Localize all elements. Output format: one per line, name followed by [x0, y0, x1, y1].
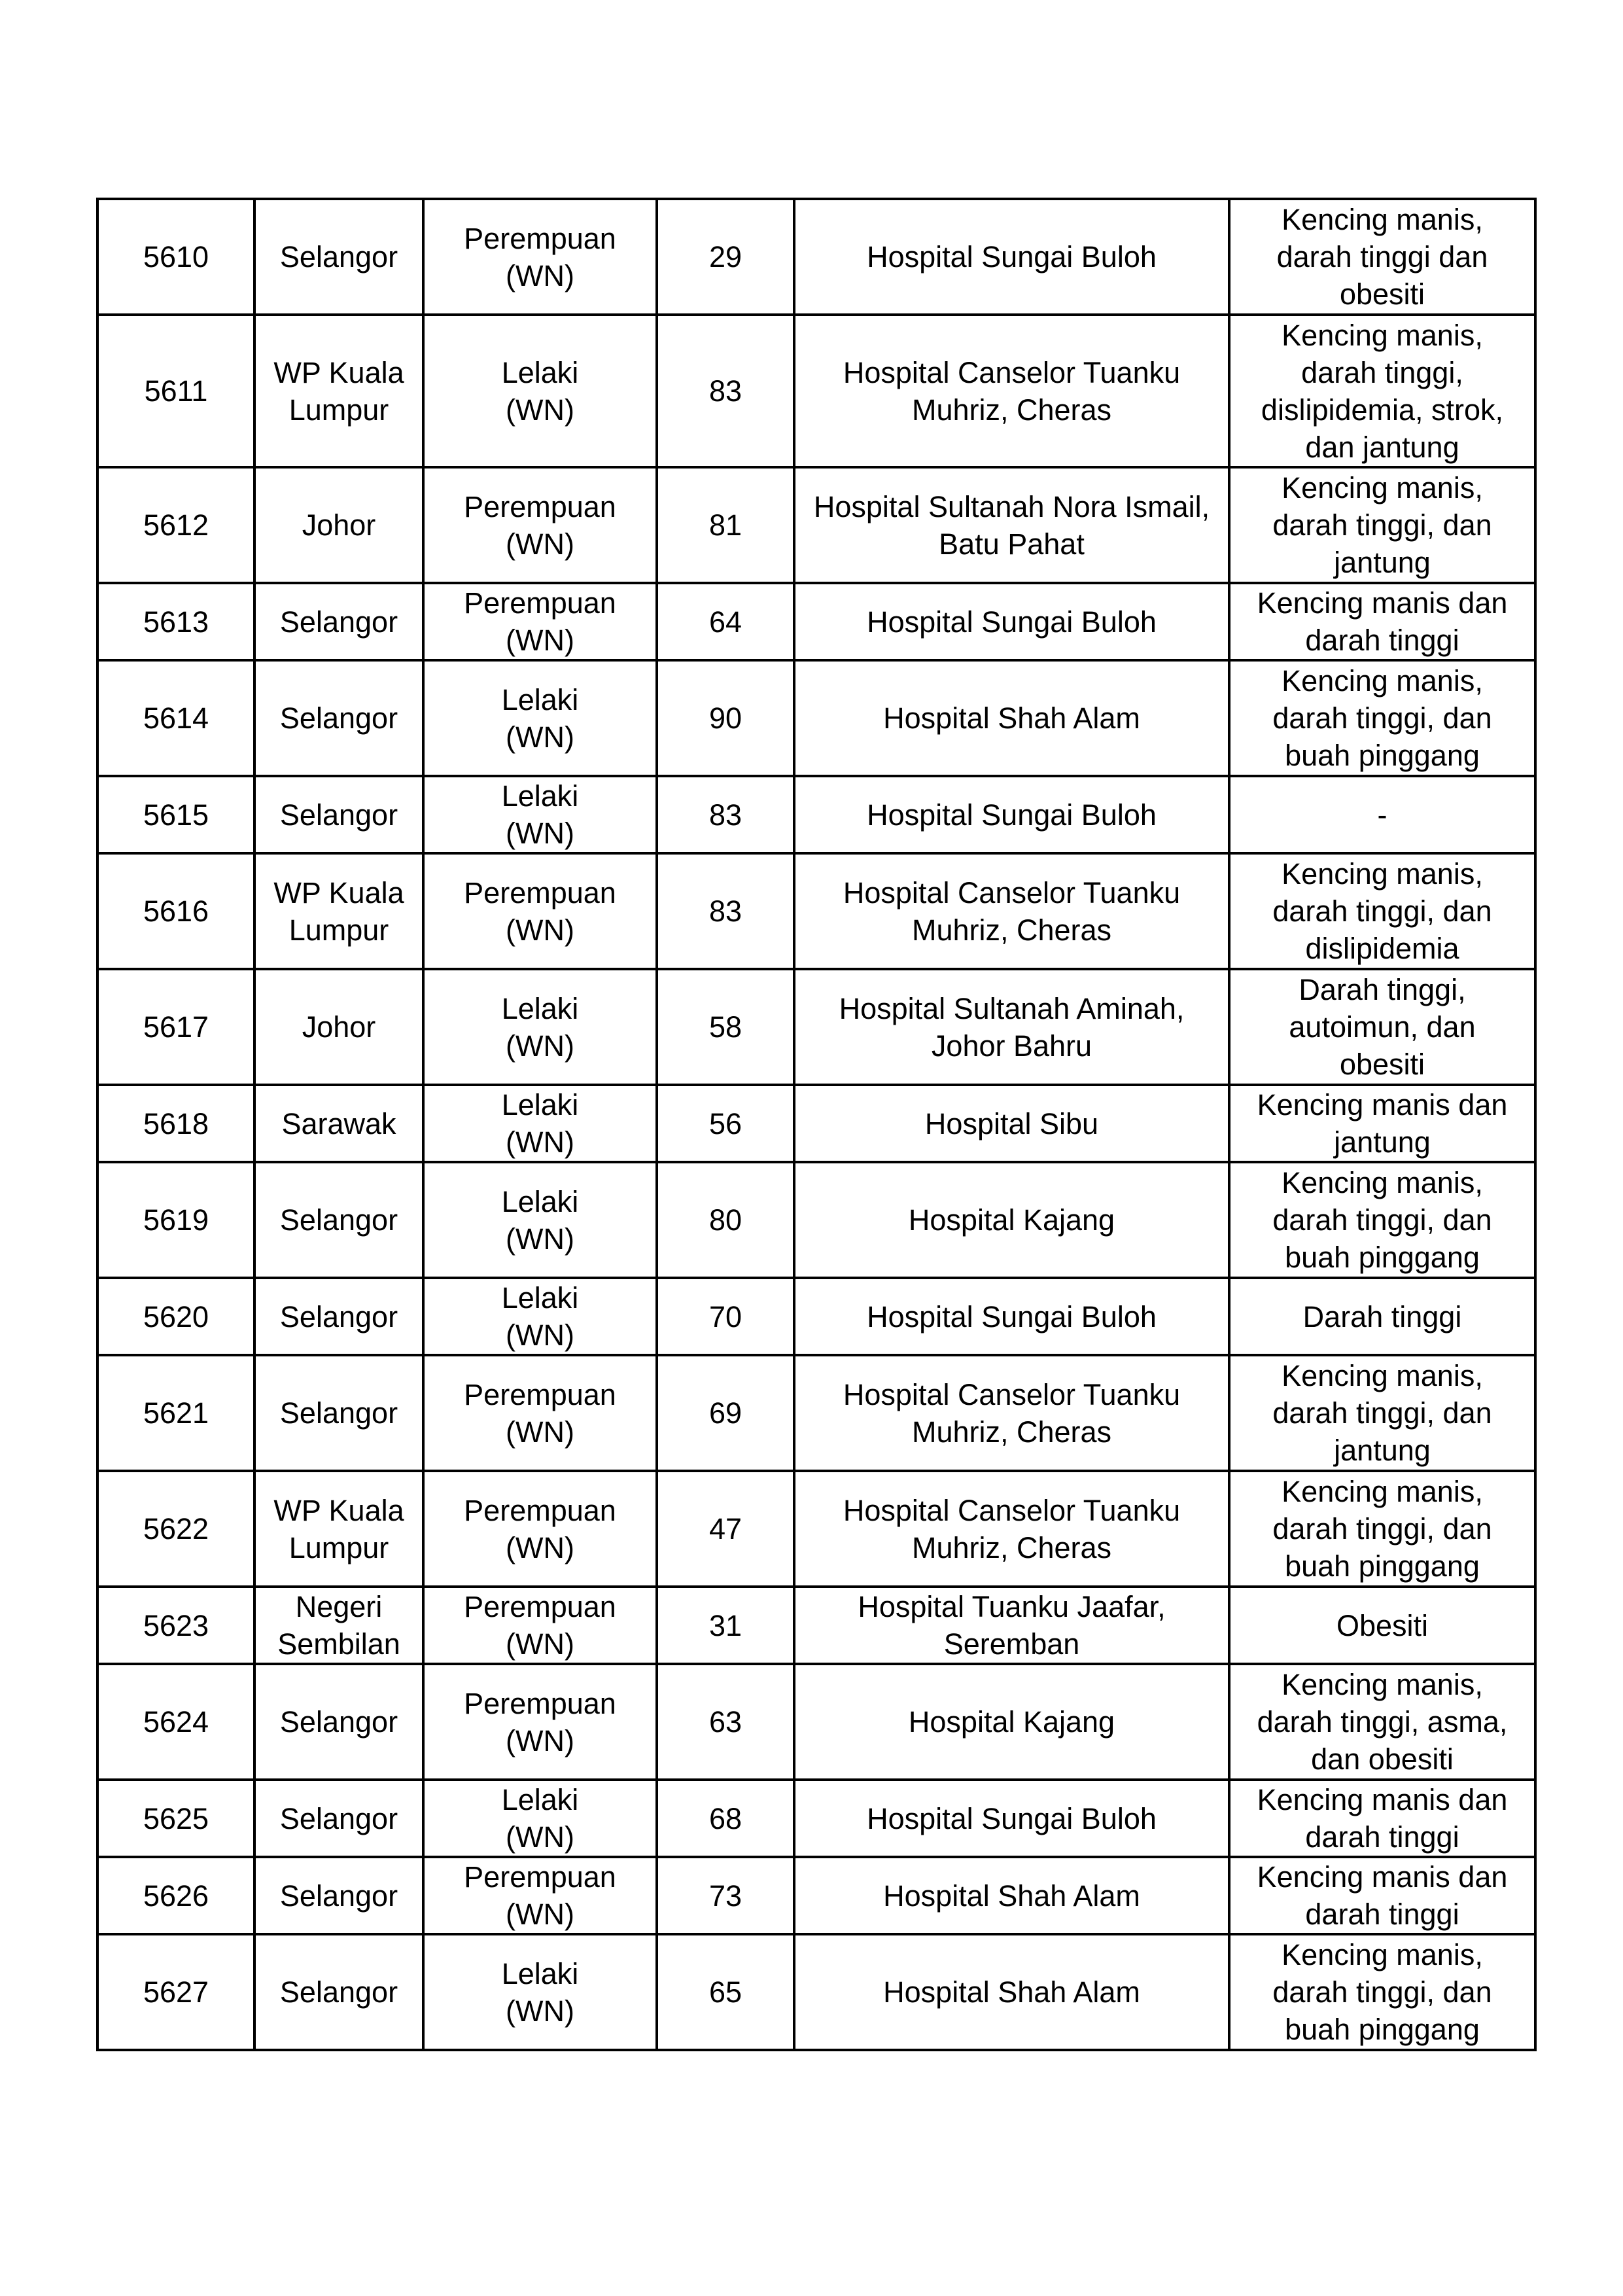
comorbidity-cell: Kencing manis, darah tinggi, dan buah pinggang: [1229, 1162, 1535, 1278]
age-cell: 68: [657, 1780, 794, 1857]
hospital-cell: Hospital Canselor Tuanku Muhriz, Cheras: [794, 315, 1229, 467]
hospital-cell: Hospital Canselor Tuanku Muhriz, Cheras: [794, 1471, 1229, 1587]
case-number-cell: 5618: [97, 1085, 254, 1162]
hospital-cell: Hospital Sungai Buloh: [794, 776, 1229, 853]
age-cell: 81: [657, 467, 794, 583]
comorbidity-cell: Kencing manis, darah tinggi, dan buah pinggang: [1229, 660, 1535, 776]
age-cell: 63: [657, 1664, 794, 1780]
hospital-cell: Hospital Sungai Buloh: [794, 1780, 1229, 1857]
state-cell: Johor: [254, 467, 423, 583]
state-cell: Selangor: [254, 199, 423, 315]
table-row: [97, 776, 1535, 853]
state-cell: Selangor: [254, 660, 423, 776]
comorbidity-cell: Kencing manis dan darah tinggi: [1229, 1857, 1535, 1934]
age-cell: 70: [657, 1278, 794, 1355]
table-row: [97, 583, 1535, 660]
hospital-cell: Hospital Shah Alam: [794, 1934, 1229, 2050]
comorbidity-cell: Kencing manis dan darah tinggi: [1229, 1780, 1535, 1857]
table-row: [97, 1587, 1535, 1664]
comorbidity-cell: Kencing manis, darah tinggi, dan dislipidemia: [1229, 853, 1535, 969]
hospital-cell: Hospital Sungai Buloh: [794, 583, 1229, 660]
gender-cell: Perempuan (WN): [423, 853, 657, 969]
case-number-cell: 5624: [97, 1664, 254, 1780]
case-number-cell: 5619: [97, 1162, 254, 1278]
table-row: [97, 1355, 1535, 1471]
gender-cell: Perempuan (WN): [423, 1664, 657, 1780]
age-cell: 56: [657, 1085, 794, 1162]
case-number-cell: 5612: [97, 467, 254, 583]
age-cell: 83: [657, 315, 794, 467]
gender-cell: Perempuan (WN): [423, 1857, 657, 1934]
case-number-cell: 5625: [97, 1780, 254, 1857]
state-cell: Selangor: [254, 776, 423, 853]
hospital-cell: Hospital Sultanah Nora Ismail, Batu Pahat: [794, 467, 1229, 583]
case-number-cell: 5621: [97, 1355, 254, 1471]
state-cell: WP Kuala Lumpur: [254, 853, 423, 969]
case-table: [96, 198, 1537, 2051]
hospital-cell: Hospital Shah Alam: [794, 1857, 1229, 1934]
gender-cell: Lelaki (WN): [423, 776, 657, 853]
comorbidity-cell: Kencing manis, darah tinggi dan obesiti: [1229, 199, 1535, 315]
case-number-cell: 5627: [97, 1934, 254, 2050]
state-cell: Selangor: [254, 1355, 423, 1471]
age-cell: 83: [657, 776, 794, 853]
case-number-cell: 5626: [97, 1857, 254, 1934]
hospital-cell: Hospital Sultanah Aminah, Johor Bahru: [794, 969, 1229, 1085]
hospital-cell: Hospital Kajang: [794, 1664, 1229, 1780]
table-row: [97, 660, 1535, 776]
case-number-cell: 5616: [97, 853, 254, 969]
table-row: [97, 1278, 1535, 1355]
age-cell: 64: [657, 583, 794, 660]
gender-cell: Lelaki (WN): [423, 969, 657, 1085]
state-cell: Johor: [254, 969, 423, 1085]
age-cell: 80: [657, 1162, 794, 1278]
table-row: [97, 315, 1535, 467]
table-row: [97, 467, 1535, 583]
comorbidity-cell: Kencing manis, darah tinggi, dan jantung: [1229, 467, 1535, 583]
gender-cell: Lelaki (WN): [423, 1162, 657, 1278]
gender-cell: Lelaki (WN): [423, 660, 657, 776]
age-cell: 90: [657, 660, 794, 776]
gender-cell: Perempuan (WN): [423, 1471, 657, 1587]
state-cell: Selangor: [254, 1857, 423, 1934]
state-cell: Selangor: [254, 583, 423, 660]
state-cell: WP Kuala Lumpur: [254, 1471, 423, 1587]
case-number-cell: 5617: [97, 969, 254, 1085]
gender-cell: Lelaki (WN): [423, 315, 657, 467]
comorbidity-cell: Darah tinggi: [1229, 1278, 1535, 1355]
case-number-cell: 5622: [97, 1471, 254, 1587]
hospital-cell: Hospital Sungai Buloh: [794, 1278, 1229, 1355]
table-row: [97, 1780, 1535, 1857]
case-number-cell: 5623: [97, 1587, 254, 1664]
state-cell: Selangor: [254, 1780, 423, 1857]
hospital-cell: Hospital Canselor Tuanku Muhriz, Cheras: [794, 1355, 1229, 1471]
case-number-cell: 5615: [97, 776, 254, 853]
state-cell: Selangor: [254, 1278, 423, 1355]
table-row: [97, 1471, 1535, 1587]
case-number-cell: 5613: [97, 583, 254, 660]
table-row: [97, 1085, 1535, 1162]
comorbidity-cell: Kencing manis, darah tinggi, asma, dan obesiti: [1229, 1664, 1535, 1780]
age-cell: 58: [657, 969, 794, 1085]
comorbidity-cell: Kencing manis dan darah tinggi: [1229, 583, 1535, 660]
comorbidity-cell: Kencing manis, darah tinggi, dan buah pinggang: [1229, 1934, 1535, 2050]
state-cell: Selangor: [254, 1162, 423, 1278]
state-cell: WP Kuala Lumpur: [254, 315, 423, 467]
comorbidity-cell: -: [1229, 776, 1535, 853]
age-cell: 31: [657, 1587, 794, 1664]
hospital-cell: Hospital Sungai Buloh: [794, 199, 1229, 315]
comorbidity-cell: Kencing manis, darah tinggi, dan buah pinggang: [1229, 1471, 1535, 1587]
gender-cell: Perempuan (WN): [423, 199, 657, 315]
case-number-cell: 5611: [97, 315, 254, 467]
age-cell: 83: [657, 853, 794, 969]
table-row: [97, 1934, 1535, 2050]
table-row: [97, 1857, 1535, 1934]
hospital-cell: Hospital Kajang: [794, 1162, 1229, 1278]
table-row: [97, 1162, 1535, 1278]
table-row: [97, 969, 1535, 1085]
case-number-cell: 5620: [97, 1278, 254, 1355]
age-cell: 29: [657, 199, 794, 315]
hospital-cell: Hospital Sibu: [794, 1085, 1229, 1162]
state-cell: Sarawak: [254, 1085, 423, 1162]
case-number-cell: 5614: [97, 660, 254, 776]
gender-cell: Perempuan (WN): [423, 1587, 657, 1664]
comorbidity-cell: Darah tinggi, autoimun, dan obesiti: [1229, 969, 1535, 1085]
age-cell: 47: [657, 1471, 794, 1587]
hospital-cell: Hospital Canselor Tuanku Muhriz, Cheras: [794, 853, 1229, 969]
table-row: [97, 199, 1535, 315]
comorbidity-cell: Obesiti: [1229, 1587, 1535, 1664]
gender-cell: Perempuan (WN): [423, 583, 657, 660]
gender-cell: Perempuan (WN): [423, 467, 657, 583]
table-row: [97, 1664, 1535, 1780]
age-cell: 73: [657, 1857, 794, 1934]
age-cell: 69: [657, 1355, 794, 1471]
comorbidity-cell: Kencing manis dan jantung: [1229, 1085, 1535, 1162]
case-number-cell: 5610: [97, 199, 254, 315]
gender-cell: Lelaki (WN): [423, 1934, 657, 2050]
hospital-cell: Hospital Shah Alam: [794, 660, 1229, 776]
state-cell: Negeri Sembilan: [254, 1587, 423, 1664]
gender-cell: Lelaki (WN): [423, 1780, 657, 1857]
gender-cell: Lelaki (WN): [423, 1085, 657, 1162]
comorbidity-cell: Kencing manis, darah tinggi, dan jantung: [1229, 1355, 1535, 1471]
age-cell: 65: [657, 1934, 794, 2050]
gender-cell: Perempuan (WN): [423, 1355, 657, 1471]
case-table-body: [97, 199, 1535, 2050]
hospital-cell: Hospital Tuanku Jaafar, Seremban: [794, 1587, 1229, 1664]
gender-cell: Lelaki (WN): [423, 1278, 657, 1355]
table-row: [97, 853, 1535, 969]
comorbidity-cell: Kencing manis, darah tinggi, dislipidemia, strok, dan jantung: [1229, 315, 1535, 467]
state-cell: Selangor: [254, 1664, 423, 1780]
state-cell: Selangor: [254, 1934, 423, 2050]
